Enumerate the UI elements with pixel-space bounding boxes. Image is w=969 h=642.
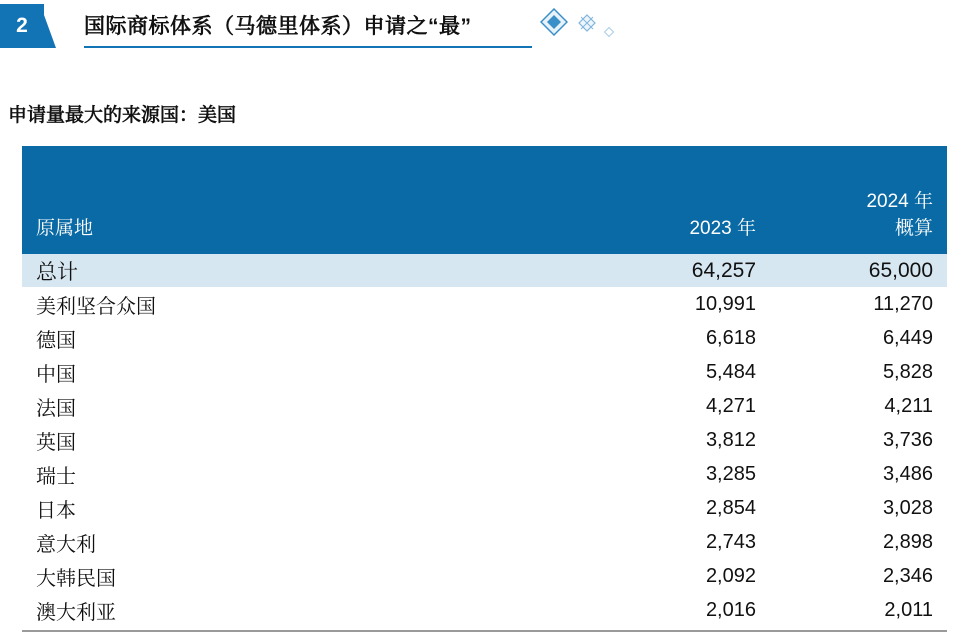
cell-2024: 3,486 — [770, 458, 947, 492]
title-underline — [84, 46, 532, 48]
cell-2024: 3,028 — [770, 492, 947, 526]
badge-number: 2 — [16, 14, 28, 37]
cell-origin: 中国 — [22, 356, 593, 390]
cell-2024: 4,211 — [770, 390, 947, 424]
cell-origin: 德国 — [22, 322, 593, 356]
cell-2024: 11,270 — [770, 288, 947, 322]
column-header-2024-line1: 2024 年 — [866, 191, 933, 212]
cell-2023: 4,271 — [593, 390, 770, 424]
diamond-tiny-icon — [604, 24, 614, 42]
table-row — [22, 288, 947, 322]
cell-2024: 65,000 — [770, 254, 947, 288]
table-row — [22, 458, 947, 492]
cell-origin: 瑞士 — [22, 458, 593, 492]
table-bottom-rule — [22, 630, 947, 632]
cell-2024: 6,449 — [770, 322, 947, 356]
table-row — [22, 322, 947, 356]
diamond-icon — [540, 8, 568, 41]
diamond-small-icon — [578, 14, 596, 37]
section-badge — [0, 4, 64, 48]
cell-2024: 5,828 — [770, 356, 947, 390]
cell-2023: 64,257 — [593, 254, 770, 288]
cell-origin: 日本 — [22, 492, 593, 526]
cell-2024: 2,898 — [770, 526, 947, 560]
cell-2023: 2,092 — [593, 560, 770, 594]
statistics-table — [22, 146, 947, 628]
cell-2024: 2,346 — [770, 560, 947, 594]
slide-header — [0, 0, 969, 56]
column-header-2023: 2023 年 — [593, 146, 770, 254]
cell-2023: 2,854 — [593, 492, 770, 526]
cell-origin: 英国 — [22, 424, 593, 458]
table-row — [22, 560, 947, 594]
table-header — [22, 146, 947, 254]
column-header-2024-line2: 概算 — [894, 218, 933, 239]
table-row — [22, 526, 947, 560]
cell-2024: 2,011 — [770, 594, 947, 628]
table-row — [22, 356, 947, 390]
cell-origin: 美利坚合众国 — [22, 288, 593, 322]
cell-origin: 意大利 — [22, 526, 593, 560]
page-title: 国际商标体系（马德里体系）申请之“最” — [84, 15, 472, 38]
table-row — [22, 424, 947, 458]
table-body — [22, 254, 947, 628]
column-header-origin: 原属地 — [22, 146, 593, 254]
cell-2023: 10,991 — [593, 288, 770, 322]
table-row — [22, 594, 947, 628]
cell-2023: 6,618 — [593, 322, 770, 356]
section-subtitle: 申请量最大的来源国：美国 — [8, 105, 237, 126]
cell-origin: 澳大利亚 — [22, 594, 593, 628]
cell-origin: 法国 — [22, 390, 593, 424]
cell-2023: 5,484 — [593, 356, 770, 390]
cell-origin: 总计 — [22, 254, 593, 288]
cell-2024: 3,736 — [770, 424, 947, 458]
cell-2023: 3,812 — [593, 424, 770, 458]
cell-2023: 3,285 — [593, 458, 770, 492]
cell-2023: 2,743 — [593, 526, 770, 560]
column-header-2024 — [770, 146, 947, 254]
cell-2023: 2,016 — [593, 594, 770, 628]
table-row — [22, 492, 947, 526]
cell-origin: 大韩民国 — [22, 560, 593, 594]
table-row — [22, 390, 947, 424]
table-header-row — [22, 146, 947, 254]
table-row — [22, 254, 947, 288]
